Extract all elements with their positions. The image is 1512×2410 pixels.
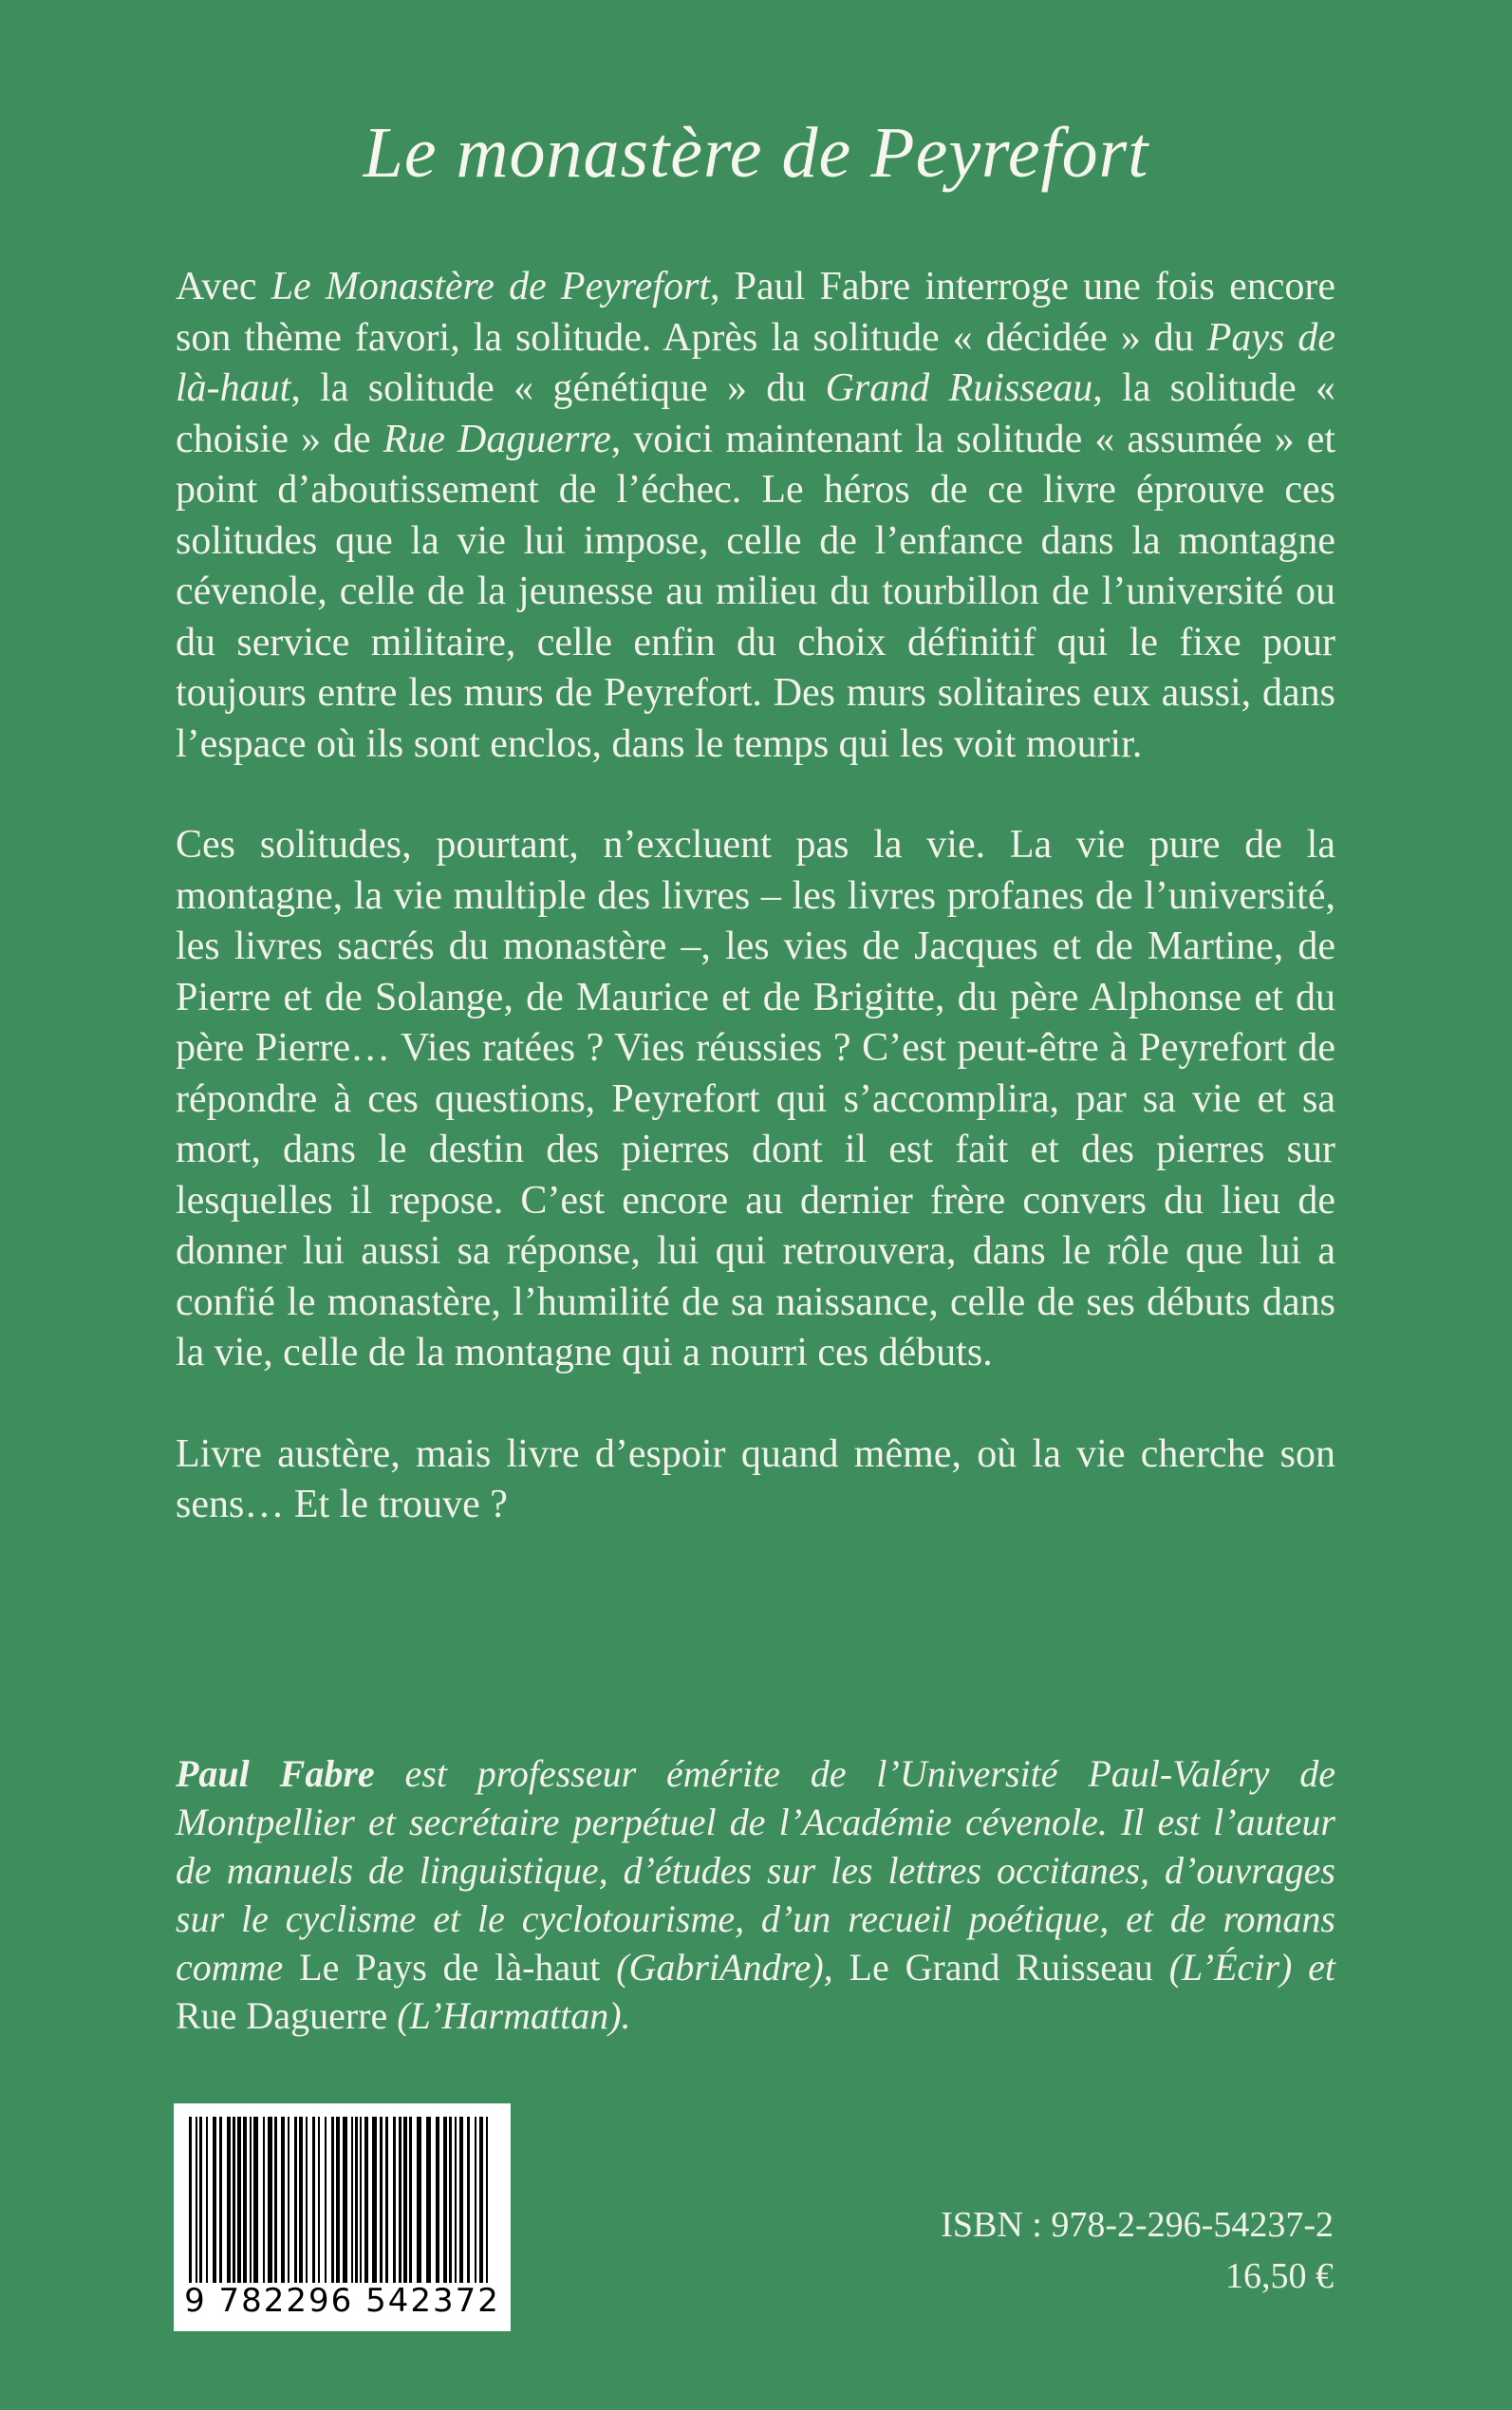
- barcode-bar: [243, 2117, 247, 2283]
- author-bio: [176, 1749, 1335, 2040]
- barcode-bar: [253, 2117, 258, 2283]
- barcode-bar: [331, 2117, 334, 2283]
- p1-seg-italic: Rue Daguerre: [383, 417, 611, 461]
- barcode-bar: [443, 2117, 447, 2283]
- barcode-bar: [219, 2117, 222, 2283]
- barcode-bar: [417, 2117, 421, 2283]
- barcode-bar: [343, 2117, 347, 2283]
- barcode-bar: [486, 2117, 488, 2283]
- barcode-bar: [467, 2117, 470, 2283]
- barcode-bar: [294, 2117, 297, 2283]
- barcode-bar: [355, 2117, 358, 2283]
- barcode-bar: [409, 2117, 412, 2283]
- p1-seg-italic: Pays de là-haut: [176, 315, 1335, 410]
- barcode-bar: [312, 2117, 315, 2283]
- bio-seg: (L’Écir) et: [1152, 1946, 1336, 1989]
- p1-seg-italic: Le Monastère de Peyrefort: [271, 265, 710, 308]
- barcode-bar: [306, 2117, 308, 2283]
- p1-seg: Avec: [176, 265, 271, 308]
- barcode-bar: [436, 2117, 439, 2283]
- bio-seg: (GabriAndre),: [600, 1946, 849, 1989]
- barcode-bar: [199, 2117, 202, 2283]
- barcode-bar: [360, 2117, 362, 2283]
- bio-seg: est professeur émérite de l’Université Paul-Valéry de Montpellier et secrétaire perpétuel de l’Académie cévenole. Il est l’auteur de manuels de linguistique, d’études sur les lettres occitanes, d’ouvrages sur le cyclisme et le cyclotourisme, d’un recueil poétique, et de romans comme: [176, 1752, 1335, 1989]
- barcode-bar: [459, 2117, 463, 2283]
- barcode-bar: [403, 2117, 407, 2283]
- barcode-bar: [206, 2117, 208, 2283]
- barcode-bar: [372, 2117, 377, 2283]
- bio-book-title: Le Pays de là-haut: [299, 1946, 601, 1989]
- book-title: Le monastère de Peyrefort: [363, 113, 1149, 193]
- barcode-bar: [475, 2117, 476, 2283]
- barcode-bar: [393, 2117, 396, 2283]
- barcode-bars: [187, 2117, 497, 2283]
- bio-book-title: Rue Daguerre: [176, 1994, 388, 2037]
- barcode-bar: [426, 2117, 431, 2283]
- barcode-bar: [281, 2117, 285, 2283]
- barcode-bar: [399, 2117, 401, 2283]
- barcode-bar: [250, 2117, 252, 2283]
- barcode-bar: [237, 2117, 241, 2283]
- p1-seg: , voici maintenant la solitude « assumée » et point d’aboutissement de l’échec. Le héros de ce livre éprouve ces solitudes que la vie lui impose, celle de l’enfance dans la montagne cévenole, celle de la jeunesse au milieu du tourbillon de l’université ou du service militaire, celle enfin du choix définitif qui le fixe pour toujours entre les murs de Peyrefort. Des murs solitaires eux aussi, dans l’espace où ils sont enclos, dans le temps qui les voit mourir.: [176, 417, 1335, 766]
- blurb-paragraph-1: [176, 262, 1335, 770]
- blurb-paragraph-3: Livre austère, mais livre d’espoir quand même, où la vie cherche son sens… Et le trouve ?: [176, 1431, 1335, 1526]
- barcode-bar: [288, 2117, 289, 2283]
- barcode-bar: [479, 2117, 483, 2283]
- barcode: [174, 2103, 511, 2331]
- blurb-paragraph-2: Ces solitudes, pourtant, n’excluent pas la vie. La vie pure de la montagne, la vie multiple des livres – les livres profanes de l’université, les livres sacrés du monastère –, les vies de Jacques et de Martine, de Pierre et de Solange, de Maurice et de Brigitte, du père Alphonse et du père Pierre… Vies ratées ? Vies réussies ? C’est peut-être à Peyrefort de répondre à ces questions, Peyrefort qui s’accomplira, par sa vie et sa mort, dans le destin des pierres dont il est fait et des pierres sur lesquelles il repose. C’est encore au dernier frère convers du lieu de donner lui aussi sa réponse, lui qui retrouvera, dans le rôle que lui a confié le monastère, l’humilité de sa naissance, celle de ses débuts dans la vie, celle de la montagne qui a nourri ces débuts.: [176, 823, 1335, 1374]
- barcode-bar: [233, 2117, 235, 2283]
- barcode-bar: [299, 2117, 303, 2283]
- barcode-bar: [325, 2117, 327, 2283]
- barcode-digits: 9 782296 542372: [184, 2282, 500, 2320]
- bio-book-title: Le Grand Ruisseau: [849, 1946, 1153, 1989]
- barcode-bar: [268, 2117, 272, 2283]
- p1-seg: , Paul Fabre interroge une fois encore son thème favori, la solitude. Après la solitude « décidée » du: [176, 265, 1335, 360]
- barcode-bar: [455, 2117, 457, 2283]
- p1-seg: , la solitude « choisie » de: [176, 366, 1335, 461]
- barcode-bar: [364, 2117, 368, 2283]
- isbn: ISBN : 978-2-296-54237-2: [941, 2205, 1334, 2245]
- barcode-bar: [213, 2117, 216, 2283]
- barcode-bar: [263, 2117, 265, 2283]
- barcode-bar: [274, 2117, 277, 2283]
- bio-seg: (L’Harmattan).: [387, 1994, 631, 2037]
- barcode-bar: [318, 2117, 320, 2283]
- p1-seg-italic: Grand Ruisseau: [825, 366, 1093, 410]
- barcode-bar: [449, 2117, 452, 2283]
- barcode-bar: [336, 2117, 340, 2283]
- p1-seg: , la solitude « génétique » du: [290, 366, 826, 410]
- barcode-bar: [196, 2117, 197, 2283]
- barcode-bar: [380, 2117, 383, 2283]
- author-name: Paul Fabre: [176, 1752, 375, 1795]
- barcode-bar: [227, 2117, 231, 2283]
- price: 16,50 €: [1225, 2256, 1334, 2296]
- barcode-bar: [385, 2117, 388, 2283]
- barcode-bar: [351, 2117, 353, 2283]
- barcode-bar: [189, 2117, 192, 2283]
- blurb: [176, 262, 1335, 1531]
